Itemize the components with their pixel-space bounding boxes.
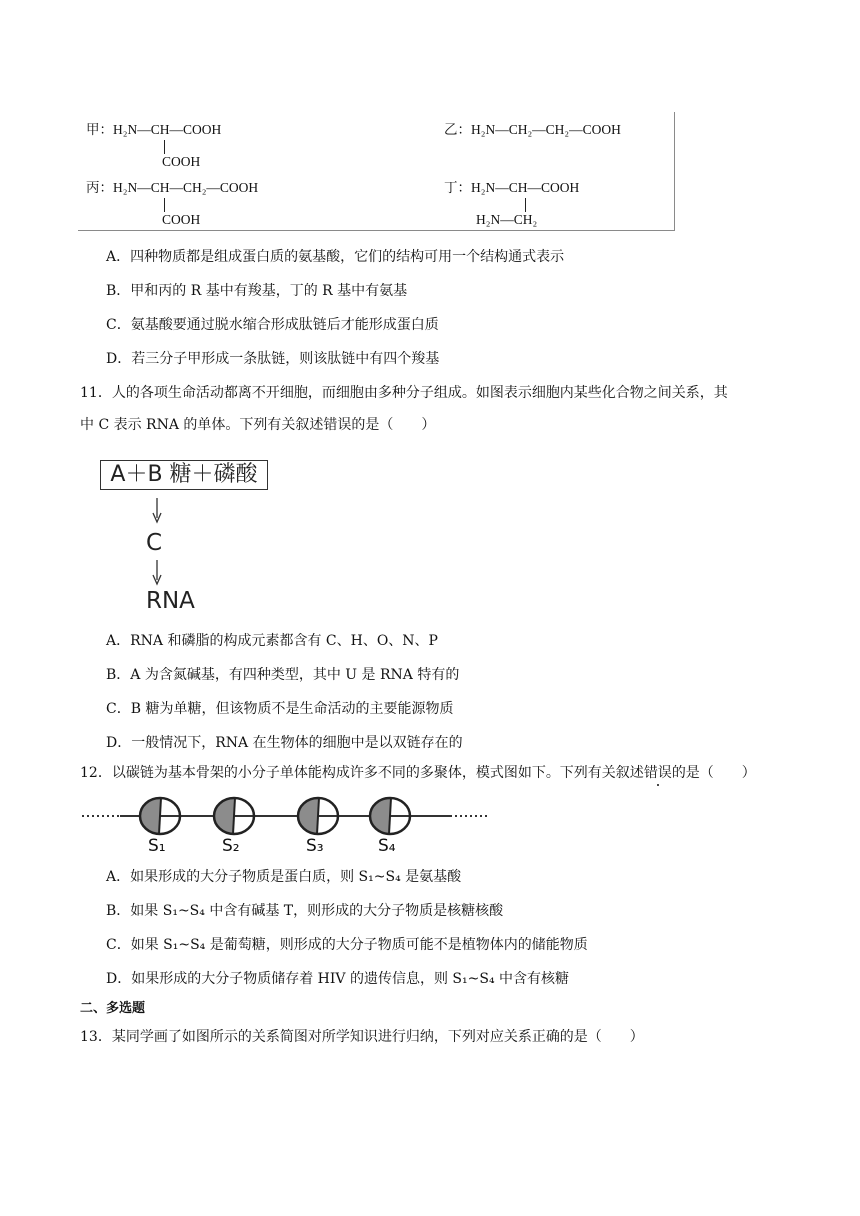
q10-option-a: A．四种物质都是组成蛋白质的氨基酸，它们的结构可用一个结构通式表示 <box>106 249 565 265</box>
bond-line <box>525 198 526 212</box>
bond-line <box>164 140 165 154</box>
monomer-c-label: C <box>146 530 163 556</box>
polymer-chain <box>80 794 490 838</box>
amino-acid-figure <box>78 112 675 231</box>
rna-composition-diagram <box>100 460 300 616</box>
emphasis-text: 错误 <box>643 765 672 781</box>
q10-option-c: C．氨基酸要通过脱水缩合形成肽链后才能形成蛋白质 <box>106 317 439 333</box>
q11-stem-line1: 11．人的各项生命活动都离不开细胞，而细胞由多种分子组成。如图表示细胞内某些化合物之间关系，其 <box>80 385 728 401</box>
composition-box: A＋B 糖＋磷酸 <box>100 460 268 490</box>
q11-option-c: C．B 糖为单糖，但该物质不是生命活动的主要能源物质 <box>106 701 454 717</box>
q12-stem: 12．以碳链为基本骨架的小分子单体能构成许多不同的多聚体，模式图如下。下列有关叙述错误的是（ ） <box>80 765 756 781</box>
q10-option-b: B．甲和丙的 R 基中有羧基，丁的 R 基中有氨基 <box>106 283 408 299</box>
label-s3: S₃ <box>306 836 324 856</box>
q12-option-d: D．如果形成的大分子物质储存着 HIV 的遗传信息，则 S₁~S₄ 中含有核糖 <box>106 971 570 987</box>
q11-option-d: D．一般情况下，RNA 在生物体的细胞中是以双链存在的 <box>106 735 463 751</box>
q11-option-b: B．A 为含氮碱基，有四种类型，其中 U 是 RNA 特有的 <box>106 667 460 683</box>
label-s1: S₁ <box>148 836 166 856</box>
rna-label: RNA <box>146 588 195 614</box>
q12-option-a: A．如果形成的大分子物质是蛋白质，则 S₁~S₄ 是氨基酸 <box>106 869 462 885</box>
q11-option-a: A．RNA 和磷脂的构成元素都含有 C、H、O、N、P <box>106 633 438 649</box>
label-s2: S₂ <box>222 836 240 856</box>
q12-option-c: C．如果 S₁~S₄ 是葡萄糖，则形成的大分子物质可能不是植物体内的储能物质 <box>106 937 588 953</box>
arrow-down-icon <box>151 560 163 586</box>
arrow-down-icon <box>151 498 163 524</box>
r-group-jia: COOH <box>162 154 201 169</box>
structure-yi: 乙：H₂N—CH₂—CH₂—COOH <box>444 122 621 137</box>
q13-stem: 13．某同学画了如图所示的关系简图对所学知识进行归纳，下列对应关系正确的是（ ） <box>80 1029 644 1045</box>
bond-line <box>164 198 165 212</box>
q11-stem-line2: 中 C 表示 RNA 的单体。下列有关叙述错误的是（ ） <box>80 417 436 433</box>
polymer-diagram <box>80 794 490 858</box>
q12-option-b: B．如果 S₁~S₄ 中含有碱基 T，则形成的大分子物质是核糖核酸 <box>106 903 504 919</box>
structure-jia: 甲：H₂N—CH—COOH <box>86 122 222 137</box>
label-s4: S₄ <box>378 836 396 856</box>
r-group-bing: COOH <box>162 212 201 227</box>
r-group-ding: H₂N—CH₂ <box>476 212 538 227</box>
structure-ding: 丁：H₂N—CH—COOH <box>444 180 580 195</box>
structure-bing: 丙：H₂N—CH—CH₂—COOH <box>86 180 259 195</box>
section-heading: 二、多选题 <box>80 1001 146 1016</box>
q10-option-d: D．若三分子甲形成一条肽链，则该肽链中有四个羧基 <box>106 351 440 367</box>
